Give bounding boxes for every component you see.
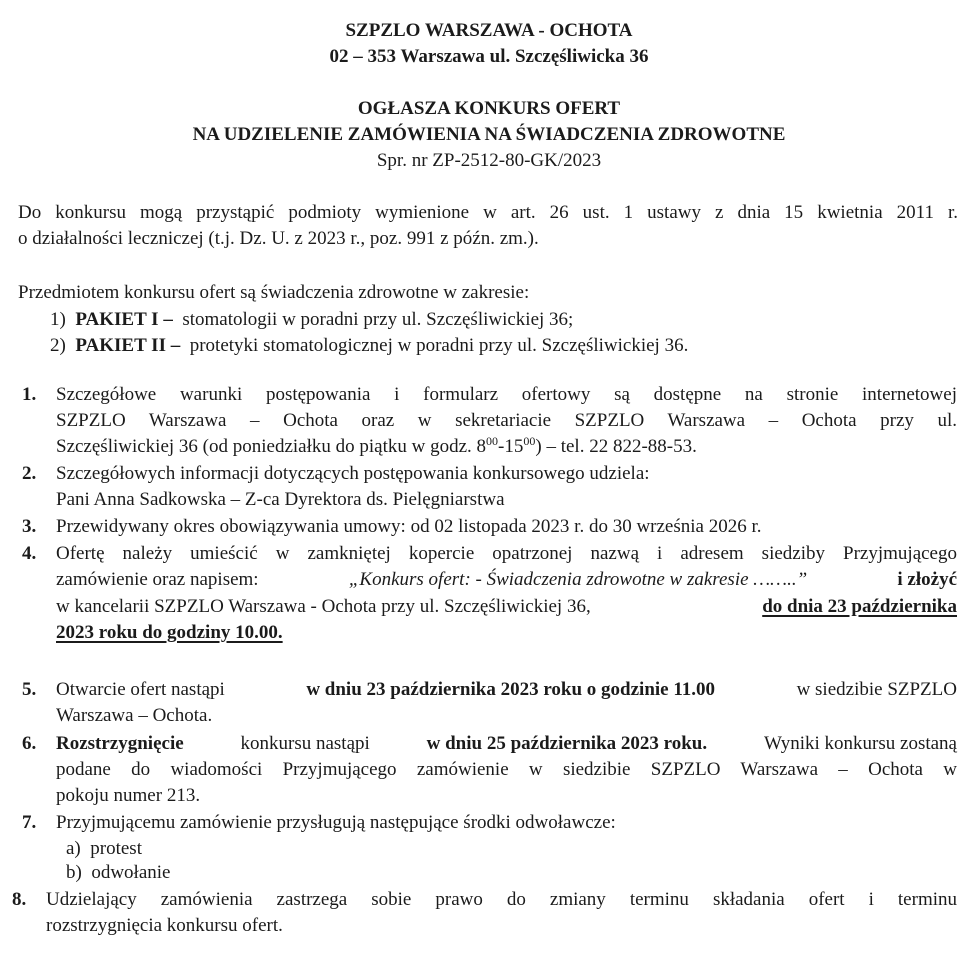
- item-8-line-2: rozstrzygnięcia konkursu ofert.: [46, 915, 283, 936]
- item-1-hours-to-sup: 00: [523, 434, 536, 448]
- item-7-line-1: Przyjmującemu zamówienie przysługują następujące środki odwoławcze:: [56, 812, 616, 833]
- item-4-deadline-date: do dnia 23 października: [762, 596, 957, 617]
- item-1-phone: ) – tel. 22 822-88-53.: [535, 436, 697, 457]
- item-4-envelope-text: zamówienie oraz napisem:: [56, 569, 259, 590]
- item-6-text: konkursu nastąpi: [240, 733, 370, 754]
- item-7-option-b-text: odwołanie: [91, 862, 171, 883]
- item-1-hours-text: Szczęśliwickiej 36 (od poniedziałku do piątku w godz. 8: [56, 436, 487, 457]
- organization-name: SZPZLO WARSZAWA - OCHOTA: [345, 20, 633, 41]
- item-6-number: 6.: [22, 733, 37, 754]
- item-7-number: 7.: [22, 812, 37, 833]
- item-1-hours-to: -15: [498, 436, 524, 457]
- package-1: [50, 309, 573, 331]
- item-4-envelope-label: „Konkurs ofert: - Świadczenia zdrowotne w zakresie ……..”: [348, 569, 808, 590]
- item-7-option-a-marker: a): [66, 838, 81, 859]
- item-3-line-1: Przewidywany okres obowiązywania umowy: od 02 listopada 2023 r. do 30 września 2026 r.: [56, 516, 762, 537]
- package-2-number: 2): [50, 335, 66, 356]
- intro-line-1: Do konkursu mogą przystąpić podmioty wymienione w art. 26 ust. 1 ustawy z dnia 15 kwietnia 2011 r.: [18, 202, 958, 223]
- item-6-line-2: podane do wiadomości Przyjmującego zamówienie w siedzibie SZPZLO Warszawa – Ochota w: [56, 759, 957, 780]
- item-2-line-1: Szczegółowych informacji dotyczących postępowania konkursowego udziela:: [56, 463, 650, 484]
- item-4-number: 4.: [22, 543, 37, 564]
- package-2-text: protetyki stomatologicznej w poradni przy ul. Szczęśliwickiej 36.: [189, 335, 689, 356]
- item-4-office: w kancelarii SZPZLO Warszawa - Ochota przy ul. Szczęśliwickiej 36,: [56, 596, 591, 617]
- item-1-line-2: SZPZLO Warszawa – Ochota oraz w sekretariacie SZPZLO Warszawa – Ochota przy ul.: [56, 410, 957, 431]
- package-2: [50, 335, 688, 357]
- package-2-name: PAKIET II –: [75, 335, 181, 356]
- item-6-resolution: Rozstrzygnięcie: [56, 733, 184, 754]
- announcement-title-line-1: OGŁASZA KONKURS OFERT: [357, 98, 621, 119]
- package-1-number: 1): [50, 309, 66, 330]
- item-5-number: 5.: [22, 679, 37, 700]
- organization-address: 02 – 353 Warszawa ul. Szczęśliwicka 36: [329, 46, 649, 67]
- item-8-line-1: Udzielający zamówienia zastrzega sobie prawo do zmiany terminu składania ofert i terminu: [46, 889, 957, 910]
- item-6-line-1: [56, 733, 957, 755]
- item-1-line-1: Szczegółowe warunki postępowania i formularz ofertowy są dostępne na stronie internetowej: [56, 384, 957, 405]
- item-4-deadline-time: 2023 roku do godziny 10.00.: [56, 622, 283, 643]
- case-number: Spr. nr ZP-2512-80-GK/2023: [376, 150, 602, 171]
- package-1-name: PAKIET I –: [75, 309, 173, 330]
- item-5-text: Otwarcie ofert nastąpi: [56, 679, 225, 700]
- item-7-option-b: [66, 862, 170, 884]
- item-5-line-2: Warszawa – Ochota.: [56, 705, 213, 726]
- item-4-submit: i złożyć: [897, 569, 957, 590]
- item-2-number: 2.: [22, 463, 37, 484]
- item-5-line-1: [56, 679, 957, 701]
- package-1-text: stomatologii w poradni przy ul. Szczęśliwickiej 36;: [182, 309, 574, 330]
- item-7-option-a-text: protest: [90, 838, 142, 859]
- item-1-hours-from-sup: 00: [486, 434, 499, 448]
- item-7-option-a: [66, 838, 142, 860]
- item-5-opening-date: w dniu 23 października 2023 roku o godzinie 11.00: [306, 679, 716, 700]
- announcement-title-line-2: NA UDZIELENIE ZAMÓWIENIA NA ŚWIADCZENIA ZDROWOTNE: [192, 124, 786, 145]
- item-7-option-b-marker: b): [66, 862, 82, 883]
- item-6-line-3: pokoju numer 213.: [56, 785, 201, 806]
- item-4-line-3: [56, 596, 957, 618]
- item-6-resolution-date: w dniu 25 października 2023 roku.: [426, 733, 708, 754]
- item-3-number: 3.: [22, 516, 37, 537]
- subject-lead: Przedmiotem konkursu ofert są świadczenia zdrowotne w zakresie:: [18, 282, 530, 303]
- item-8-number: 8.: [12, 889, 27, 910]
- item-5-location: w siedzibie SZPZLO: [796, 679, 957, 700]
- item-6-results: Wyniki konkursu zostaną: [763, 733, 957, 754]
- item-1-line-3: [56, 436, 697, 458]
- item-4-line-2: [56, 569, 957, 591]
- item-2-line-2: Pani Anna Sadkowska – Z-ca Dyrektora ds. Pielęgniarstwa: [56, 489, 505, 510]
- item-4-line-1: Ofertę należy umieścić w zamkniętej kopercie opatrzonej nazwą i adresem siedziby Przyjmującego: [56, 543, 957, 564]
- intro-line-2: o działalności leczniczej (t.j. Dz. U. z 2023 r., poz. 991 z późn. zm.).: [18, 228, 539, 249]
- item-1-number: 1.: [22, 384, 37, 405]
